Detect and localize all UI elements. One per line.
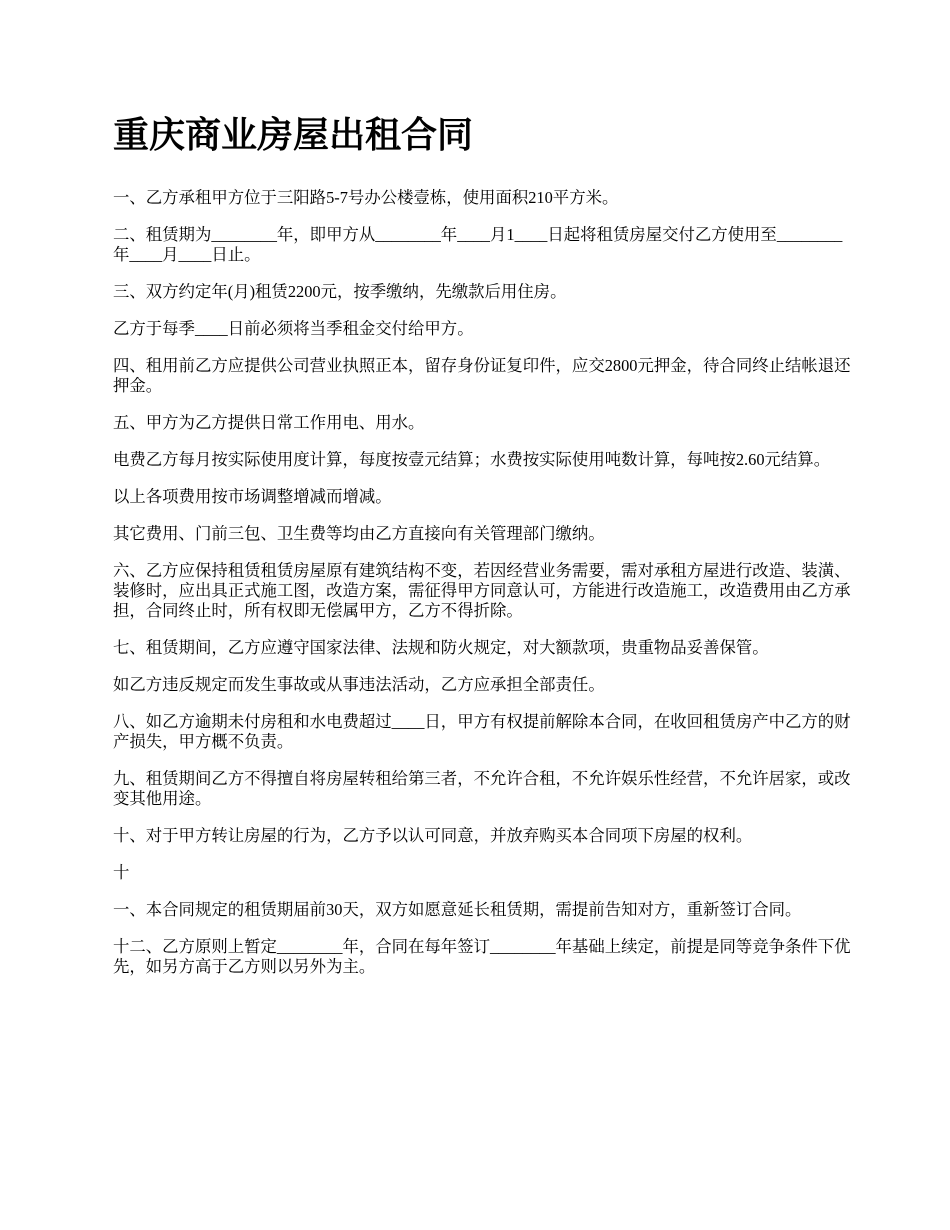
clause-11-number: 十 xyxy=(113,863,130,882)
clause-9: 九、租赁期间乙方不得擅自将房屋转租给第三者，不允许合租，不允许娱乐性经营，不允许居家，或改变其他用途。 xyxy=(113,769,851,808)
clause-3: 三、双方约定年(月)租赁2200元，按季缴纳，先缴款后用住房。 xyxy=(113,282,567,301)
clause-5: 五、甲方为乙方提供日常工作用电、用水。 xyxy=(113,413,425,432)
clause-12: 十二、乙方原则上暂定________年，合同在每年签订________年基础上续定，前提是同等竞争条件下优先，如另方高于乙方则以另外为主。 xyxy=(113,937,851,976)
clause-4: 四、租用前乙方应提供公司营业执照正本，留存身份证复印件，应交2800元押金，待合同终止结帐退还押金。 xyxy=(113,356,851,395)
clause-8: 八、如乙方逾期未付房租和水电费超过____日，甲方有权提前解除本合同，在收回租赁房产中乙方的财产损失，甲方概不负责。 xyxy=(113,712,851,751)
clause-10: 十、对于甲方转让房屋的行为，乙方予以认可同意，并放弃购买本合同项下房屋的权利。 xyxy=(113,826,753,845)
clause-2: 二、租赁期为________年，即甲方从________年____月1____日起将租赁房屋交付乙方使用至________年____月____日止。 xyxy=(113,225,843,264)
clause-7: 七、租赁期间，乙方应遵守国家法律、法规和防火规定，对大额款项，贵重物品妥善保管。 xyxy=(113,638,769,657)
clause-5-utility-rates: 电费乙方每月按实际使用度计算，每度按壹元结算；水费按实际使用吨数计算，每吨按2.60元结算。 xyxy=(113,450,831,469)
document-title: 重庆商业房屋出租合同 xyxy=(113,115,474,156)
clause-5-other-fees: 其它费用、门前三包、卫生费等均由乙方直接向有关管理部门缴纳。 xyxy=(113,524,605,543)
clause-6: 六、乙方应保持租赁租赁房屋原有建筑结构不变，若因经营业务需要，需对承租方屋进行改造、装潢、装修时，应出具正式施工图，改造方案，需征得甲方同意认可，方能进行改造施工，改造费用由乙方承担，合同终止时，所有权即无偿属甲方，乙方不得折除。 xyxy=(113,561,851,620)
document-page xyxy=(113,112,853,994)
clause-5-adjustment: 以上各项费用按市场调整增减而增减。 xyxy=(113,487,392,506)
clause-11: 一、本合同规定的租赁期届前30天，双方如愿意延长租赁期，需提前告知对方，重新签订合同。 xyxy=(113,900,802,919)
clause-3-payment-deadline: 乙方于每季____日前必须将当季租金交付给甲方。 xyxy=(113,319,474,338)
clause-7-liability: 如乙方违反规定而发生事故或从事违法活动，乙方应承担全部责任。 xyxy=(113,675,605,694)
clause-1: 一、乙方承租甲方位于三阳路5-7号办公楼壹栋，使用面积210平方米。 xyxy=(113,188,619,207)
